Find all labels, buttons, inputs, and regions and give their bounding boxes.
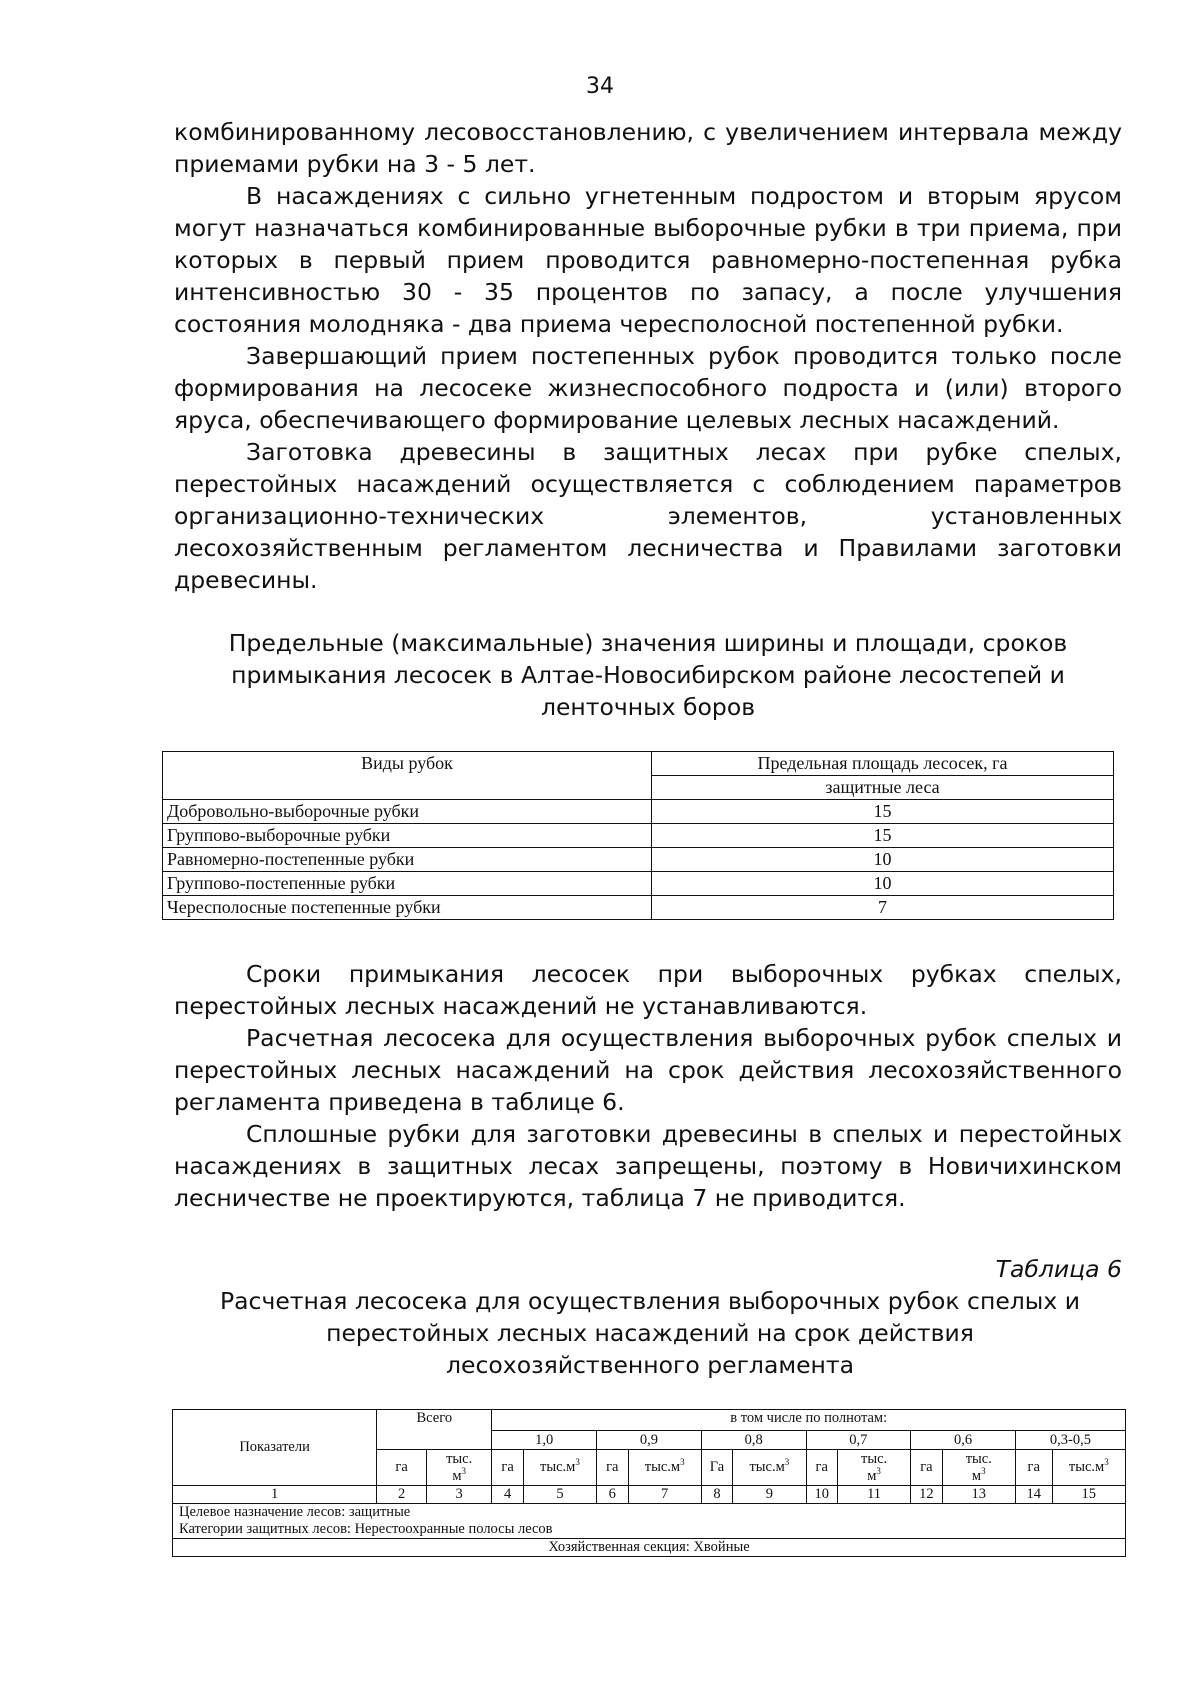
table-row xyxy=(163,848,1114,872)
density-header: 0,3-0,5 xyxy=(1015,1431,1125,1450)
row-name: Группово-выборочные рубки xyxy=(163,824,652,848)
col-number: 6 xyxy=(597,1486,628,1504)
paragraph: комбинированному лесовосстановлению, с увеличением интервала между приемами рубки на 3 - 5 лет. xyxy=(174,118,1122,178)
table-row xyxy=(163,824,1114,848)
header-total: Всего xyxy=(377,1410,492,1450)
unit-ha: га xyxy=(1015,1450,1052,1486)
col-number: 8 xyxy=(701,1486,732,1504)
table-label: Таблица 6 xyxy=(995,1255,1122,1283)
paragraph: Сплошные рубки для заготовки древесины в спелых и перестойных насаждениях в защитных лесах запрещены, поэтому в Новичихинском лесничестве не проектируются, таблица 7 не приводится. xyxy=(174,1120,1122,1212)
paragraph: Расчетная лесосека для осуществления выборочных рубок спелых и перестойных лесных насаждений на срок действия лесохозяйственного регламента приведена в таблице 6. xyxy=(174,1024,1122,1116)
text-block-top xyxy=(174,116,1122,596)
col-number: 4 xyxy=(492,1486,523,1504)
unit-ha: га xyxy=(597,1450,628,1486)
unit-thousand-m3: $тыс.м^3$ xyxy=(733,1450,806,1486)
row-name: Группово-постепенные рубки xyxy=(163,872,652,896)
unit-ha: га xyxy=(806,1450,837,1486)
text-block-middle xyxy=(174,958,1122,1214)
unit-thousand-m3: $тыс.м^3$ xyxy=(628,1450,701,1486)
unit-thousand-m3: $тыс.м^3$ xyxy=(523,1450,596,1486)
col-number: 15 xyxy=(1052,1486,1125,1504)
row-value: 15 xyxy=(652,800,1114,824)
table-row xyxy=(163,896,1114,920)
paragraph: В насаждениях с сильно угнетенным подростом и вторым ярусом могут назначаться комбинированные выборочные рубки в три приема, при которых в первый прием проводится равномерно-постепенная рубка интенсивностью 30 - 35 процентов по запасу, а после улучшения состояния молодняка - два приема чересполосной постепенной рубки. xyxy=(174,182,1122,338)
row-name: Добровольно-выборочные рубки xyxy=(163,800,652,824)
col-number: 11 xyxy=(837,1486,910,1504)
col-number: 7 xyxy=(628,1486,701,1504)
density-header: 0,8 xyxy=(701,1431,806,1450)
unit-thousand-m3: тыс. $м^3$ xyxy=(426,1450,491,1486)
density-header: 0,6 xyxy=(911,1431,1016,1450)
unit-ha: га xyxy=(377,1450,427,1486)
unit-ha: Га xyxy=(701,1450,732,1486)
page-number: 34 xyxy=(586,74,614,99)
row-value: 10 xyxy=(652,848,1114,872)
col-number: 13 xyxy=(942,1486,1015,1504)
table-row xyxy=(163,800,1114,824)
table1-caption: Предельные (максимальные) значения ширины и площади, сроков примыкания лесосек в Алтае-Новосибирском районе лесостепей и ленточных боров xyxy=(228,629,1068,721)
header-protective-forests: защитные леса xyxy=(652,776,1114,800)
row-value: 7 xyxy=(652,896,1114,920)
table2-caption: Расчетная лесосека для осуществления выборочных рубок спелых и перестойных лесных насаждений на срок действия лесохозяйственного регламента xyxy=(219,1287,1081,1379)
table-cutting-limits xyxy=(162,751,1114,920)
col-number: 14 xyxy=(1015,1486,1052,1504)
header-indicators: Показатели xyxy=(173,1410,377,1486)
column-numbers-row xyxy=(173,1486,1126,1504)
unit-thousand-m3: тыс. $м^3$ xyxy=(942,1450,1015,1486)
density-header: 0,7 xyxy=(806,1431,911,1450)
header-max-area: Предельная площадь лесосек, га xyxy=(652,752,1114,776)
paragraph: Заготовка древесины в защитных лесах при рубке спелых, перестойных насаждений осуществляется с соблюдением параметров организационно-технических элементов, установленных лесохозяйственным регламентом лесничества и Правилами заготовки древесины. xyxy=(174,438,1122,594)
col-number: 12 xyxy=(911,1486,942,1504)
density-header: 1,0 xyxy=(492,1431,597,1450)
row-value: 10 xyxy=(652,872,1114,896)
col-number: 2 xyxy=(377,1486,427,1504)
col-number: 5 xyxy=(523,1486,596,1504)
row-name: Чересполосные постепенные рубки xyxy=(163,896,652,920)
col-number: 3 xyxy=(426,1486,491,1504)
col-number: 9 xyxy=(733,1486,806,1504)
row-category: Категории защитных лесов: Нерестоохранные полосы лесов xyxy=(173,1521,1126,1539)
row-name: Равномерно-постепенные рубки xyxy=(163,848,652,872)
row-section: Хозяйственная секция: Хвойные xyxy=(173,1539,1126,1557)
col-number: 10 xyxy=(806,1486,837,1504)
unit-thousand-m3: $тыс.м^3$ xyxy=(1052,1450,1125,1486)
paragraph: Завершающий прием постепенных рубок проводится только после формирования на лесосеке жизнеспособного подроста и (или) второго яруса, обеспечивающего формирование целевых лесных насаждений. xyxy=(174,342,1122,434)
unit-thousand-m3: тыс. $м^3$ xyxy=(837,1450,910,1486)
table-row xyxy=(163,872,1114,896)
row-purpose: Целевое назначение лесов: защитные xyxy=(173,1504,1126,1522)
unit-ha: га xyxy=(492,1450,523,1486)
col-number: 1 xyxy=(173,1486,377,1504)
header-including: в том числе по полнотам: xyxy=(492,1410,1126,1431)
row-value: 15 xyxy=(652,824,1114,848)
paragraph: Сроки примыкания лесосек при выборочных рубках спелых, перестойных лесных насаждений не устанавливаются. xyxy=(174,960,1122,1020)
header-cutting-type: Виды рубок xyxy=(163,752,652,800)
table-allowable-cut xyxy=(172,1409,1126,1557)
density-header: 0,9 xyxy=(597,1431,702,1450)
unit-ha: га xyxy=(911,1450,942,1486)
